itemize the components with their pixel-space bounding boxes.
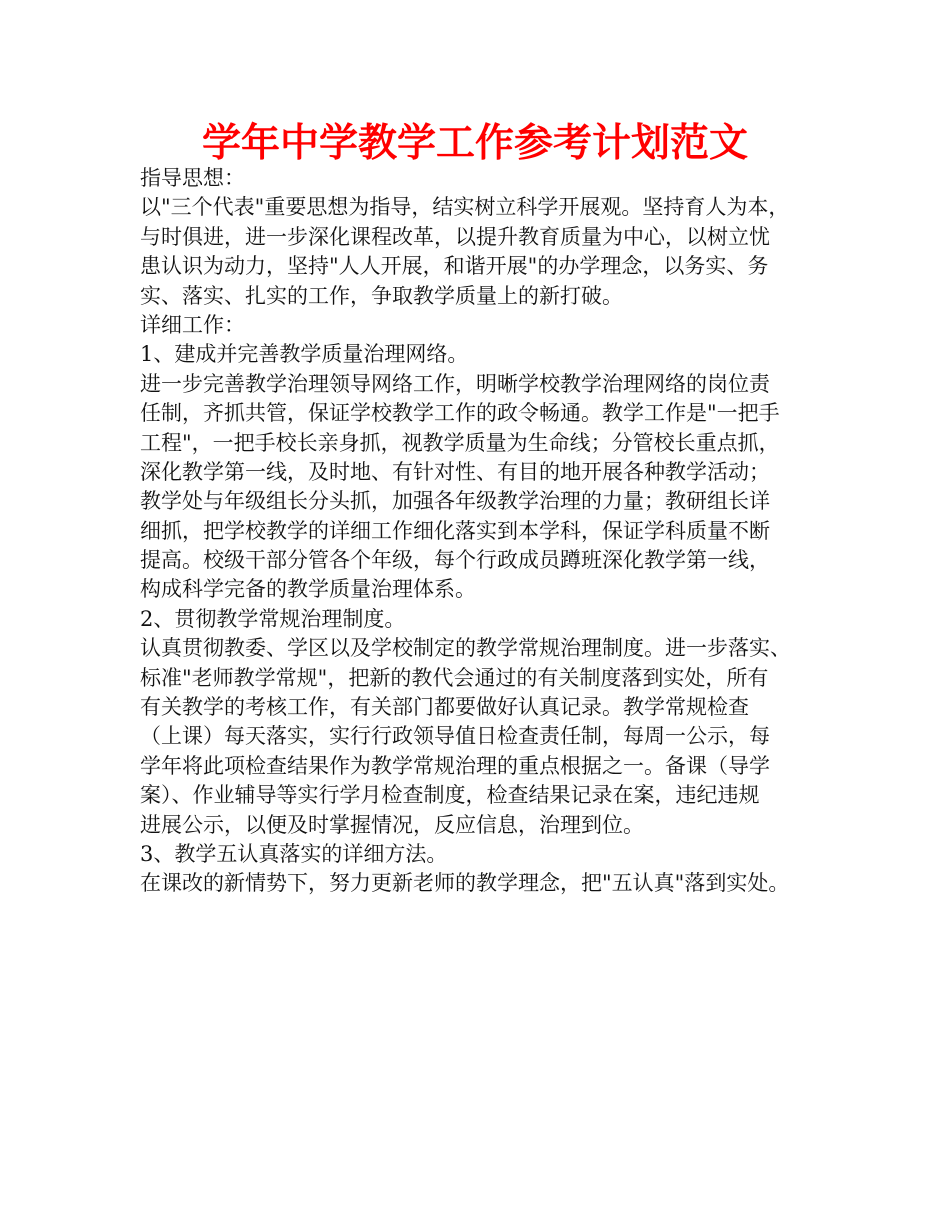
paragraph-line: 进展公示，以便及时掌握情况，反应信息，治理到位。	[140, 812, 644, 837]
paragraph-line: 案）、作业辅导等实行学月检查制度，检查结果记录在案，违纪违规	[140, 783, 760, 808]
paragraph-line: 深化教学第一线，及时地、有针对性、有目的地开展各种教学活动；	[140, 459, 770, 484]
paragraph-line: 工程"，一把手校长亲身抓，视教学质量为生命线；分管校长重点抓，	[140, 430, 780, 455]
document-body	[140, 164, 830, 899]
paragraph-line: 详细工作：	[140, 312, 245, 337]
paragraph-line: 3、教学五认真落实的详细方法。	[140, 841, 448, 866]
paragraph-line: 1、建成并完善教学质量治理网络。	[140, 342, 469, 367]
paragraph-line: 构成科学完备的教学质量治理体系。	[140, 577, 476, 602]
paragraph-line: 患认识为动力，坚持"人人开展，和谐开展"的办学理念，以务实、务	[140, 254, 769, 279]
paragraph-line: 认真贯彻教委、学区以及学校制定的教学常规治理制度。进一步落实、	[140, 636, 791, 661]
document-title: 学年中学教学工作参考计划范文	[201, 121, 748, 166]
paragraph-line: 标准"老师教学常规"，把新的教代会通过的有关制度落到实处，所有	[140, 665, 769, 690]
paragraph-line: 教学处与年级组长分头抓，加强各年级教学治理的力量；教研组长详	[140, 489, 770, 514]
paragraph-line: 2、贯彻教学常规治理制度。	[140, 606, 406, 631]
paragraph-line: 在课改的新情势下，努力更新老师的教学理念，把"五认真"落到实处。	[140, 871, 790, 896]
paragraph-line: 细抓，把学校教学的详细工作细化落实到本学科，保证学科质量不断	[140, 518, 770, 543]
paragraph-line: 有关教学的考核工作，有关部门都要做好认真记录。教学常规检查	[140, 695, 749, 720]
paragraph-line: 学年将此项检查结果作为教学常规治理的重点根据之一。备课（导学	[140, 753, 770, 778]
paragraph-line: 与时俱进，进一步深化课程改革，以提升教育质量为中心，以树立忧	[140, 224, 770, 249]
paragraph-line: 指导思想：	[140, 166, 245, 190]
paragraph-line: 进一步完善教学治理领导网络工作，明晰学校教学治理网络的岗位责	[140, 371, 770, 396]
paragraph-line: 以"三个代表"重要思想为指导，结实树立科学开展观。坚持育人为本，	[140, 195, 790, 220]
paragraph-line: 任制，齐抓共管，保证学校教学工作的政令畅通。教学工作是"一把手	[140, 401, 780, 426]
paragraph-line: 提高。校级干部分管各个年级，每个行政成员蹲班深化教学第一线，	[140, 548, 770, 573]
paragraph-line: 实、落实、扎实的工作，争取教学质量上的新打破。	[140, 283, 623, 308]
paragraph-line: （上课）每天落实，实行行政领导值日检查责任制，每周一公示，每	[140, 724, 770, 749]
